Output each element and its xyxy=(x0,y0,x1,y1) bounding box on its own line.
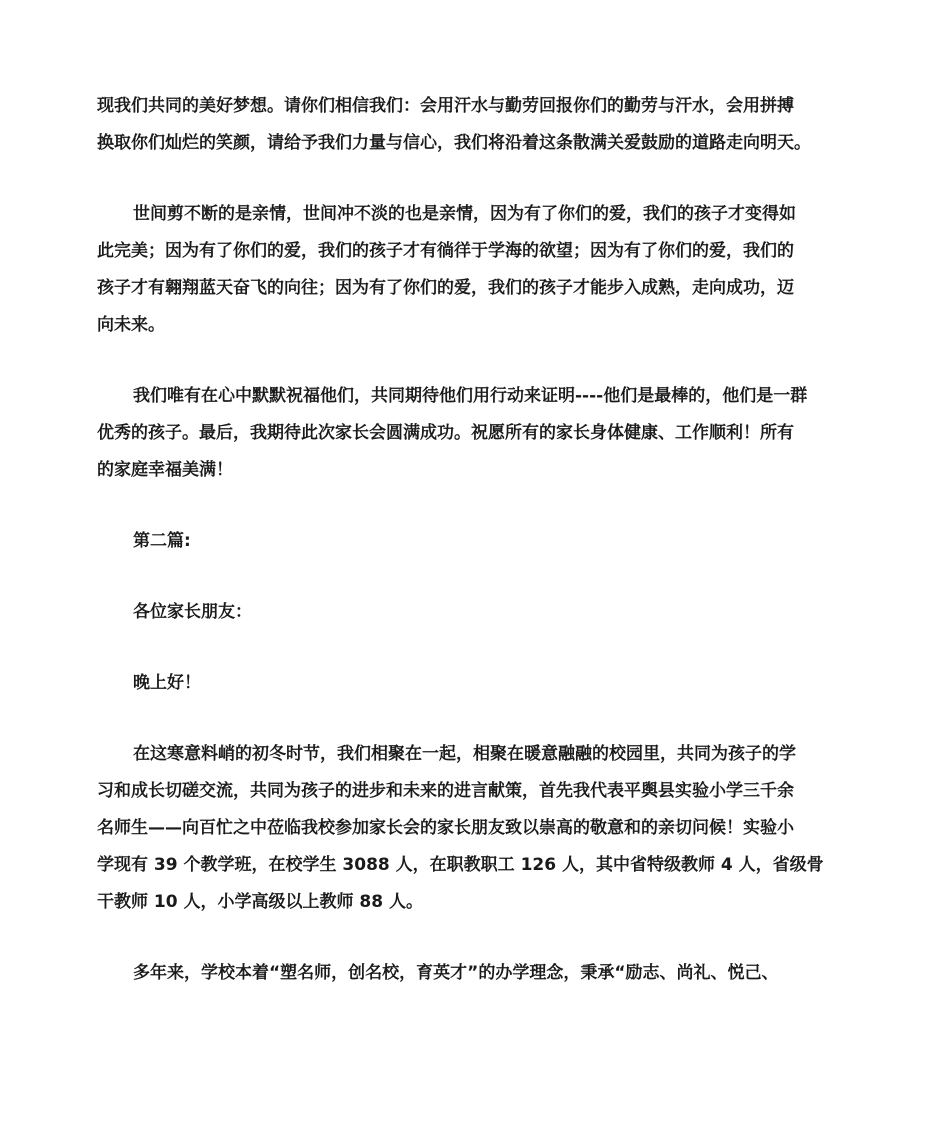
text-line: 优秀的孩子。最后，我期待此次家长会圆满成功。祝愿所有的家长身体健康、工作顺利！所有 xyxy=(97,423,794,443)
heading-second-article: 第二篇: xyxy=(133,531,191,551)
text-line: 晚上好！ xyxy=(133,673,201,693)
text-line: 孩子才有翱翔蓝天奋飞的向往；因为有了你们的爱，我们的孩子才能步入成熟，走向成功，迈 xyxy=(97,278,794,298)
paragraph-4 xyxy=(97,736,857,921)
text-line: 名师生——向百忙之中莅临我校参加家长会的家长朋友致以崇高的敬意和的亲切问候！实验小 xyxy=(97,818,794,838)
text-line: 多年来，学校本着“塑名师，创名校，育英才”的办学理念，秉承“励志、尚礼、悦己、 xyxy=(133,963,779,983)
paragraph-3 xyxy=(97,378,857,489)
paragraph-2 xyxy=(97,196,857,344)
text-line: 干教师 10 人，小学高级以上教师 88 人。 xyxy=(97,892,423,912)
text-line: 此完美；因为有了你们的爱，我们的孩子才有徜徉于学海的欲望；因为有了你们的爱，我们的 xyxy=(97,241,794,261)
text-line: 现我们共同的美好梦想。请你们相信我们：会用汗水与勤劳回报你们的勤劳与汗水，会用拼搏 xyxy=(97,96,794,116)
section-heading xyxy=(97,523,857,560)
text-line: 的家庭幸福美满！ xyxy=(97,460,233,480)
text-line: 向未来。 xyxy=(97,315,165,335)
salutation xyxy=(97,594,857,631)
greeting xyxy=(97,665,857,702)
text-line: 在这寒意料峭的初冬时节，我们相聚在一起，相聚在暖意融融的校园里，共同为孩子的学 xyxy=(133,744,796,764)
text-line: 学现有 39 个教学班，在校学生 3088 人，在职教职工 126 人，其中省特级教师 4 人，省级骨 xyxy=(97,855,824,875)
paragraph-5 xyxy=(97,955,857,992)
paragraph-1 xyxy=(97,88,857,162)
text-line: 世间剪不断的是亲情，世间冲不淡的也是亲情，因为有了你们的爱，我们的孩子才变得如 xyxy=(133,204,796,224)
text-line: 我们唯有在心中默默祝福他们，共同期待他们用行动来证明----他们是最棒的，他们是一群 xyxy=(133,386,808,406)
text-line: 习和成长切磋交流，共同为孩子的进步和未来的进言献策，首先我代表平舆县实验小学三千余 xyxy=(97,781,794,801)
text-line: 换取你们灿烂的笑颜，请给予我们力量与信心，我们将沿着这条散满关爱鼓励的道路走向明天。 xyxy=(97,133,811,153)
text-line: 各位家长朋友： xyxy=(133,602,252,622)
